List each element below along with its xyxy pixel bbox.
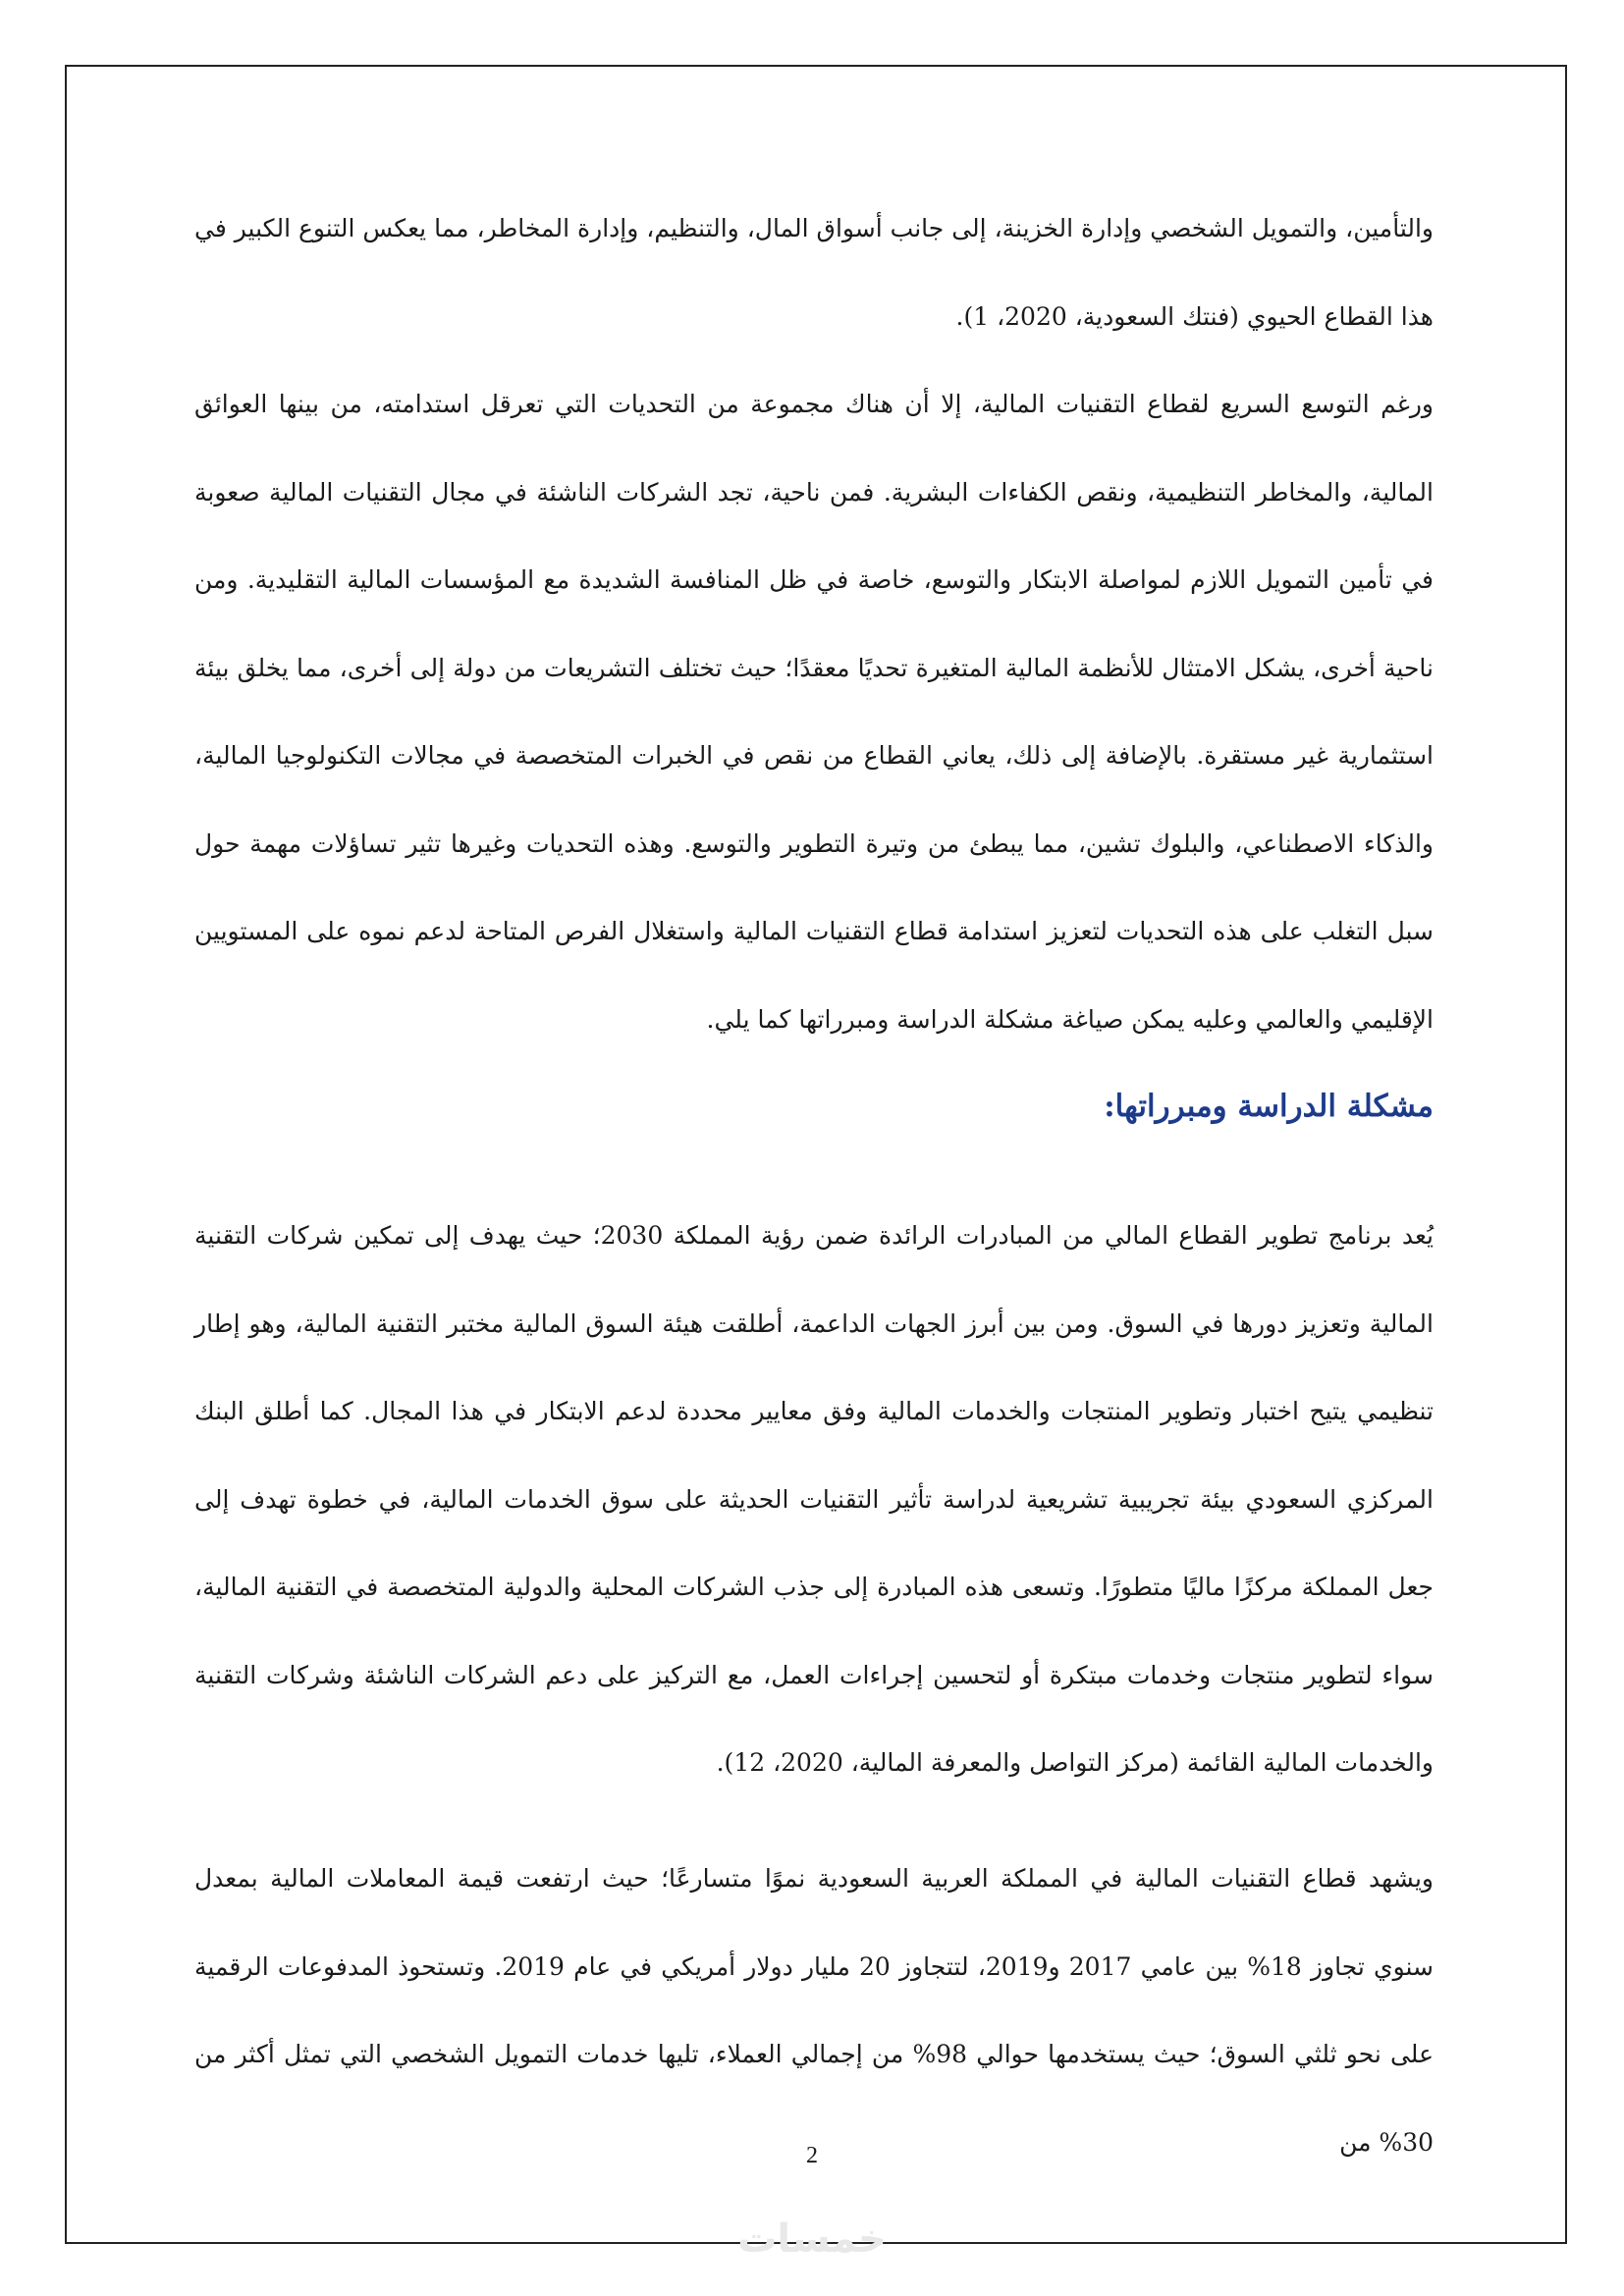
paragraph-3: يُعد برنامج تطوير القطاع المالي من المبادرات الرائدة ضمن رؤية المملكة 2030؛ حيث يهدف إلى تمكين شركات التقنية المالية وتعزيز دورها في السوق. ومن بين أبرز الجهات الداعمة، أطلقت هيئة السوق المالية مختبر التقنية المالية، وهو إطار تنظيمي يتيح اختبار وتطوير المنتجات والخدمات المالية وفق معايير محددة لدعم الابتكار في هذا المجال. كما أطلق البنك المركزي السعودي بيئة تجريبية تشريعية لدراسة تأثير التقنيات الحديثة على سوق الخدمات المالية، في خطوة تهدف إلى جعل المملكة مركزًا ماليًا متطورًا. وتسعى هذه المبادرة إلى جذب الشركات المحلية والدولية المتخصصة في التقنية المالية، سواء لتطوير منتجات وخدمات مبتكرة أو لتحسين إجراءات العمل، مع التركيز على دعم الشركات الناشئة وشركات التقنية والخدمات المالية القائمة (مركز التواصل والمعرفة المالية، 2020، 12). [194, 1221, 1434, 1777]
watermark-logo: خمسات [737, 2216, 887, 2262]
paragraph-2: ورغم التوسع السريع لقطاع التقنيات المالية، إلا أن هناك مجموعة من التحديات التي تعرقل استدامته، من بينها العوائق المالية، والمخاطر التنظيمية، ونقص الكفاءات البشرية. فمن ناحية، تجد الشركات الناشئة في مجال التقنيات المالية صعوبة في تأمين التمويل اللازم لمواصلة الابتكار والتوسع، خاصة في ظل المنافسة الشديدة مع المؤسسات المالية التقليدية. ومن ناحية أخرى، يشكل الامتثال للأنظمة المالية المتغيرة تحديًا معقدًا؛ حيث تختلف التشريعات من دولة إلى أخرى، مما يخلق بيئة استثمارية غير مستقرة. بالإضافة إلى ذلك، يعاني القطاع من نقص في الخبرات المتخصصة في مجالات التكنولوجيا المالية، والذكاء الاصطناعي، والبلوك تشين، مما يبطئ من وتيرة التطوير والتوسع. وهذه التحديات وغيرها تثير تساؤلات مهمة حول سبل التغلب على هذه التحديات لتعزيز استدامة قطاع التقنيات المالية واستغلال الفرص المتاحة لدعم نموه على المستويين الإقليمي والعالمي وعليه يمكن صياغة مشكلة الدراسة ومبرراتها كما يلي. [194, 390, 1434, 1034]
paragraph-1: والتأمين، والتمويل الشخصي وإدارة الخزينة، إلى جانب أسواق المال، والتنظيم، وإدارة المخاطر، مما يعكس التنوع الكبير في هذا القطاع الحيوي (فنتك السعودية، 2020، 1). [194, 214, 1434, 331]
page-number: 2 [806, 2143, 818, 2168]
section-heading-block [194, 1077, 1434, 1136]
paragraph-4: ويشهد قطاع التقنيات المالية في المملكة العربية السعودية نموًا متسارعًا؛ حيث ارتفعت قيمة المعاملات المالية بمعدل سنوي تجاوز 18% بين عامي 2017 و2019، لتتجاوز 20 مليار دولار أمريكي في عام 2019. وتستحوذ المدفوعات الرقمية على نحو ثلثي السوق؛ حيث يستخدمها حوالي 98% من إجمالي العملاء، تليها خدمات التمويل الشخصي التي تمثل أكثر من 30% من [194, 1864, 1435, 2157]
section-heading: مشكلة الدراسة ومبرراتها: [1104, 1089, 1434, 1124]
